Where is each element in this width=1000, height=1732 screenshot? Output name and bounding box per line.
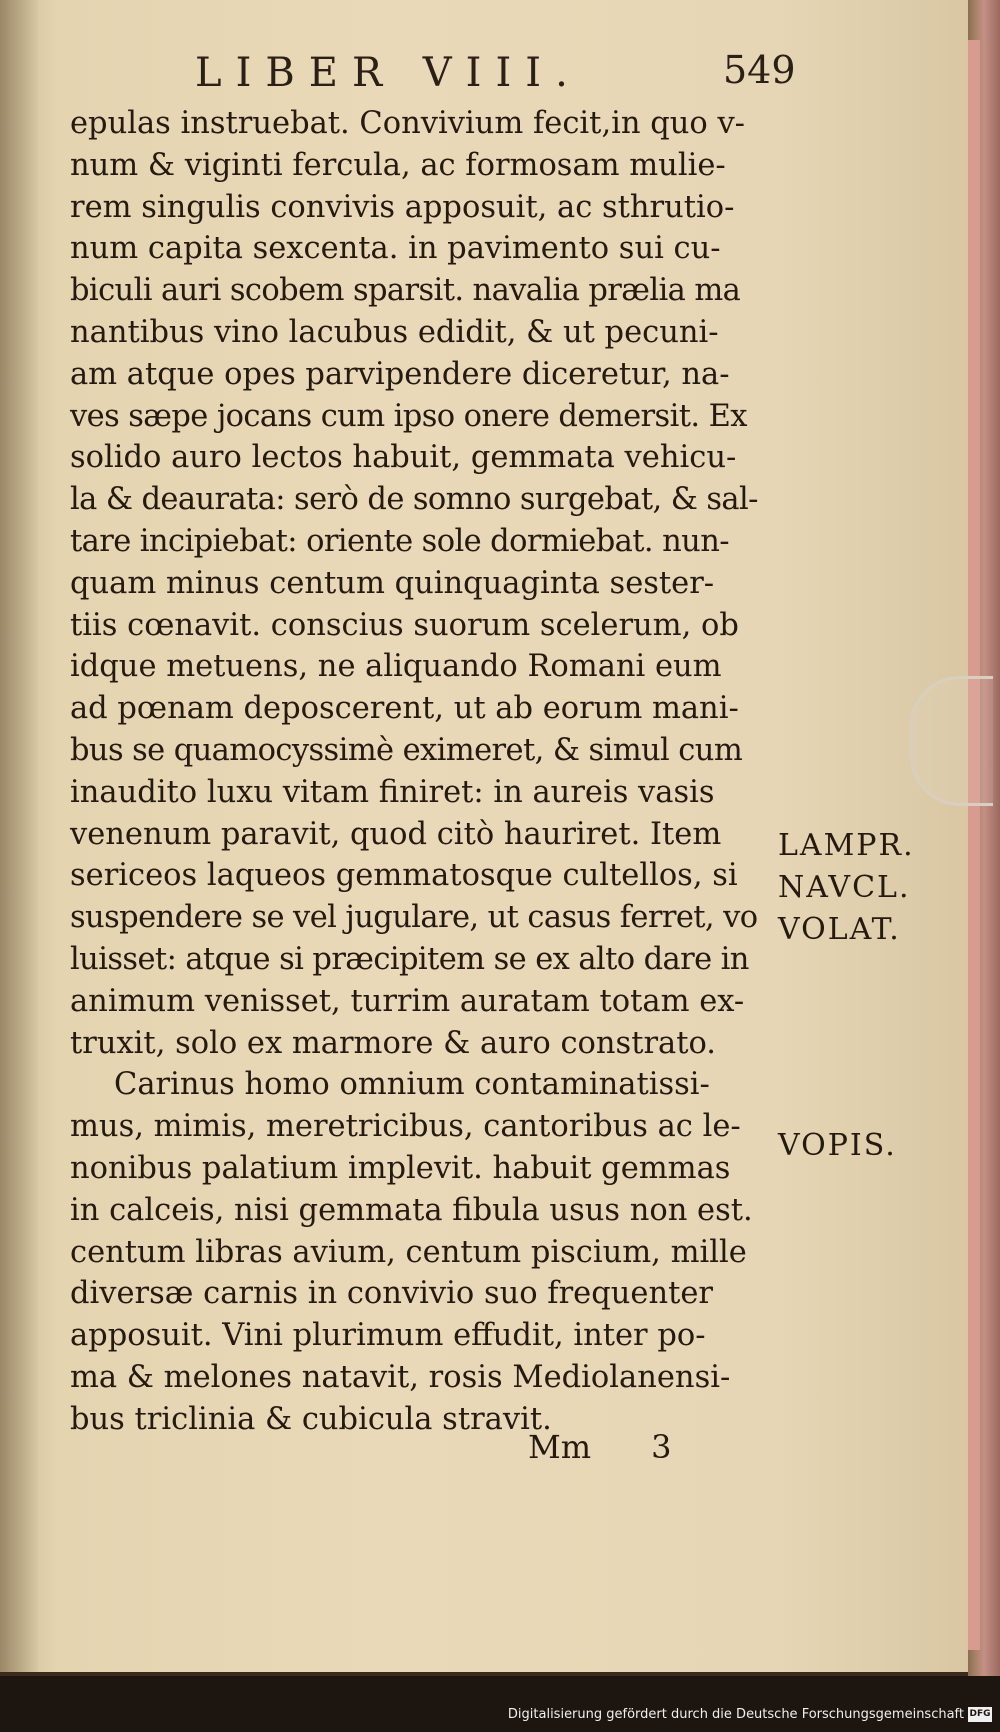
text-line: apposuit. Vini plurimum effudit, inter po- bbox=[70, 1318, 706, 1354]
signature-letters: Mm bbox=[528, 1428, 592, 1466]
text-line: venenum paravit, quod citò hauriret. Item bbox=[70, 816, 722, 852]
text-line: tiis cœnavit. conscius suorum scelerum, ob bbox=[70, 607, 739, 643]
text-line: bus triclinia & cubicula stravit. bbox=[70, 1401, 552, 1437]
margin-note-volat: VOLAT. bbox=[778, 912, 901, 947]
text-line: num capita sexcenta. in pavimento sui cu- bbox=[70, 231, 721, 267]
text-line: solido auro lectos habuit, gemmata vehicu- bbox=[70, 440, 737, 476]
clasp-shadow bbox=[910, 676, 993, 806]
footer-bar bbox=[0, 1676, 1000, 1732]
margin-note-vopis: VOPIS. bbox=[778, 1128, 897, 1163]
text-line: idque metuens, ne aliquando Romani eum bbox=[70, 649, 722, 685]
text-line: nantibus vino lacubus edidit, & ut pecuni- bbox=[70, 314, 719, 350]
text-line: ves sæpe jocans cum ipso onere demersit. Ex bbox=[70, 398, 747, 434]
text-line: epulas instruebat. Convivium fecit,in quo v- bbox=[70, 106, 745, 141]
margin-note-lampr: LAMPR. bbox=[778, 828, 915, 863]
gutter-shadow bbox=[0, 0, 40, 1672]
text-line: nonibus palatium implevit. habuit gemmas bbox=[70, 1150, 731, 1186]
text-line: ad pœnam deposcerent, ut ab eorum mani- bbox=[70, 691, 739, 727]
page-number: 549 bbox=[723, 48, 796, 92]
margin-note-naucl: NAVCL. bbox=[778, 870, 911, 905]
text-line: num & viginti fercula, ac formosam mulie- bbox=[70, 147, 726, 183]
funding-credit: Digitalisierung gefördert durch die Deutsche Forschungsgemeinschaft bbox=[507, 1707, 964, 1722]
text-line: sericeos laqueos gemmatosque cultellos, si bbox=[70, 858, 738, 894]
dfg-logo: DFG bbox=[968, 1707, 992, 1722]
text-line: am atque opes parvipendere diceretur, na- bbox=[70, 356, 730, 392]
body-text bbox=[70, 103, 780, 1441]
text-line: in calceis, nisi gemmata fibula usus non est. bbox=[70, 1192, 753, 1228]
text-line: mus, mimis, meretricibus, cantoribus ac le- bbox=[70, 1109, 741, 1145]
text-line: truxit, solo ex marmore & auro constrato. bbox=[70, 1025, 716, 1061]
text-line: rem singulis convivis apposuit, ac sthrutio- bbox=[70, 189, 735, 225]
signature-number: 3 bbox=[651, 1428, 672, 1466]
text-line: centum libras avium, centum piscium, mille bbox=[70, 1234, 747, 1270]
signature-mark bbox=[528, 1428, 671, 1466]
text-line: Carinus homo omnium contaminatissi- bbox=[114, 1067, 710, 1103]
running-head-title: LIBER VIII. bbox=[195, 50, 582, 96]
page-edges-red bbox=[968, 40, 980, 1650]
text-line: diversæ carnis in convivio suo frequenter bbox=[70, 1276, 713, 1312]
text-line: la & deaurata: serò de somno surgebat, & sal- bbox=[70, 482, 758, 518]
text-line: biculi auri scobem sparsit. navalia prælia ma bbox=[70, 273, 741, 309]
text-line: suspendere se vel jugulare, ut casus ferret, vo bbox=[70, 900, 758, 936]
text-line: quam minus centum quinquaginta sester- bbox=[70, 565, 715, 601]
text-line: ma & melones natavit, rosis Mediolanensi- bbox=[70, 1359, 731, 1395]
text-line: bus se quamocyssimè eximeret, & simul cum bbox=[70, 732, 743, 768]
text-line: luisset: atque si præcipitem se ex alto dare in bbox=[70, 941, 749, 977]
text-line: animum venisset, turrim auratam totam ex- bbox=[70, 983, 745, 1019]
text-line: inaudito luxu vitam finiret: in aureis vasis bbox=[70, 774, 715, 810]
text-line: tare incipiebat: oriente sole dormiebat. nun- bbox=[70, 523, 729, 559]
